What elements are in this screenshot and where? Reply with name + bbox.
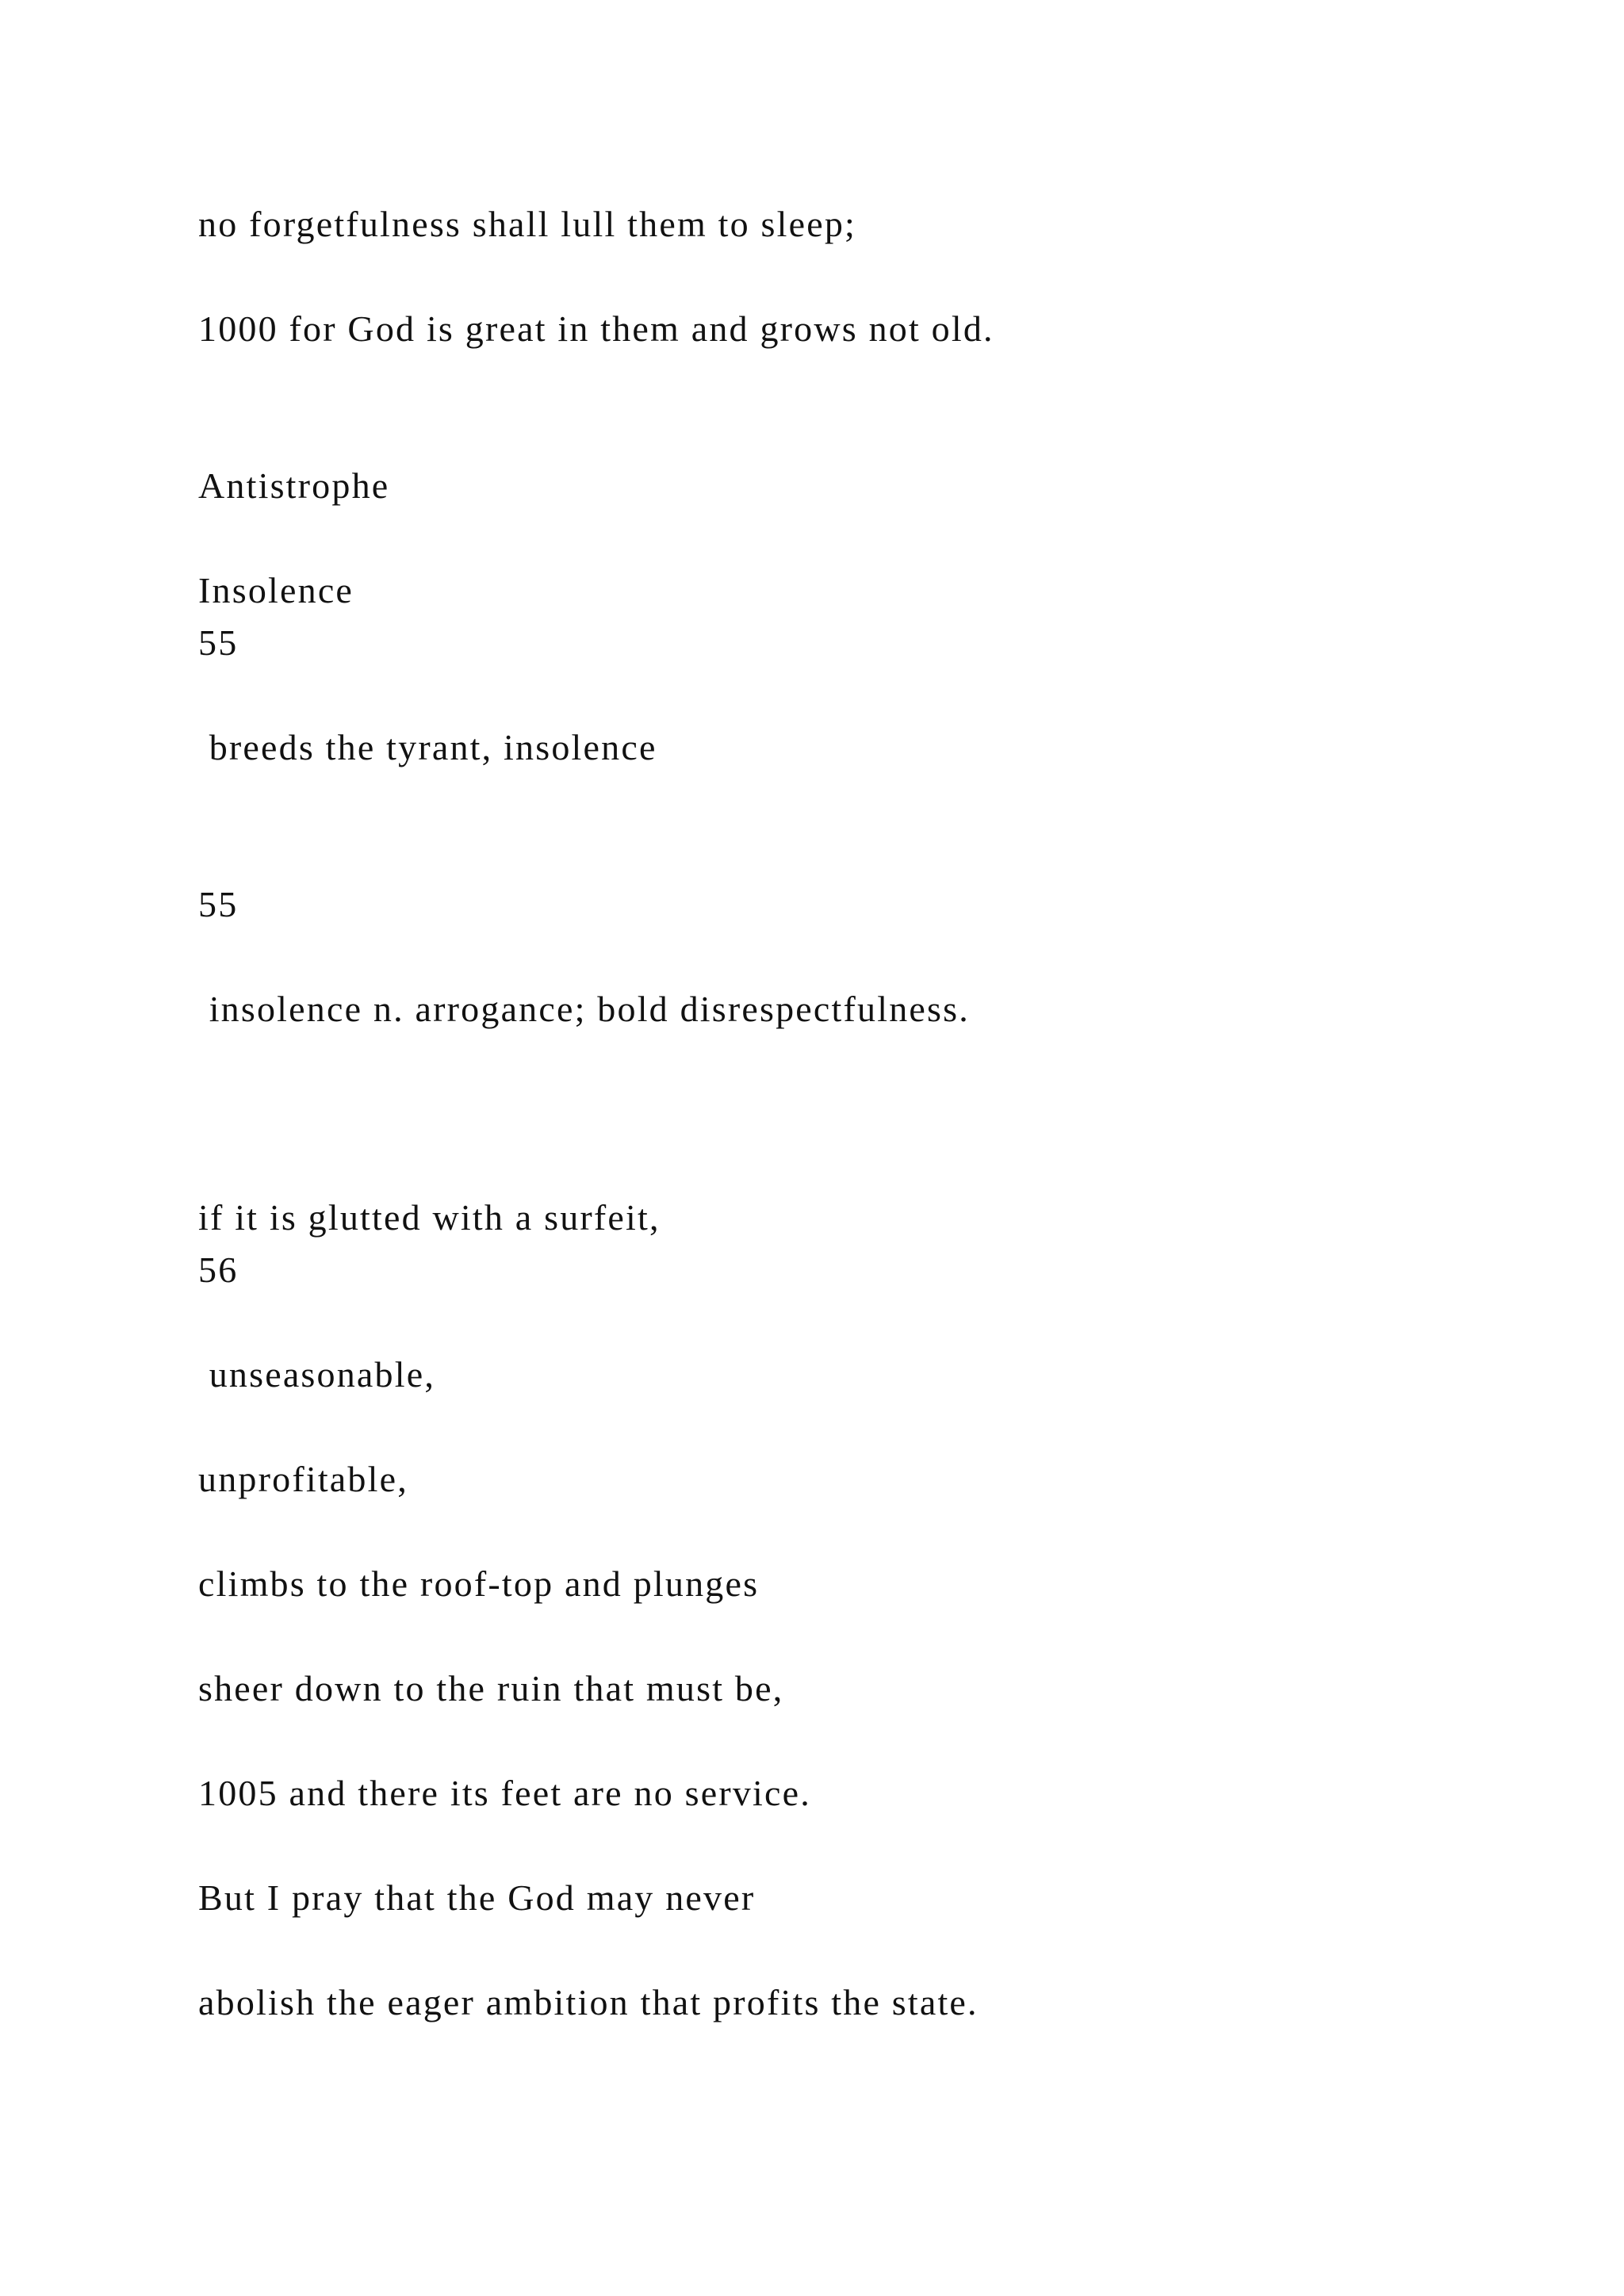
footnote-text: insolence n. arrogance; bold disrespectfulness. xyxy=(198,989,970,1029)
text-line: unprofitable, xyxy=(198,1459,408,1499)
text-line: But I pray that the God may never xyxy=(198,1877,756,1918)
text-line: climbs to the roof-top and plunges xyxy=(198,1563,760,1604)
footnote-marker: 55 xyxy=(198,622,239,663)
text-line: 1000 for God is great in them and grows not old. xyxy=(198,308,994,349)
text-line: unseasonable, xyxy=(198,1354,436,1395)
text-line: 1005 and there its feet are no service. xyxy=(198,1773,811,1813)
footnote-marker: 56 xyxy=(198,1249,239,1290)
text-line: no forgetfulness shall lull them to sleep; xyxy=(198,204,856,244)
text-line: sheer down to the ruin that must be, xyxy=(198,1668,784,1709)
footnote-number: 55 xyxy=(198,884,239,924)
text-line: breeds the tyrant, insolence xyxy=(198,727,657,767)
section-heading-antistrophe: Antistrophe xyxy=(198,465,390,506)
text-line: abolish the eager ambition that profits the state. xyxy=(198,1982,979,2022)
text-line: Insolence xyxy=(198,570,354,610)
text-line: if it is glutted with a surfeit, xyxy=(198,1197,661,1238)
